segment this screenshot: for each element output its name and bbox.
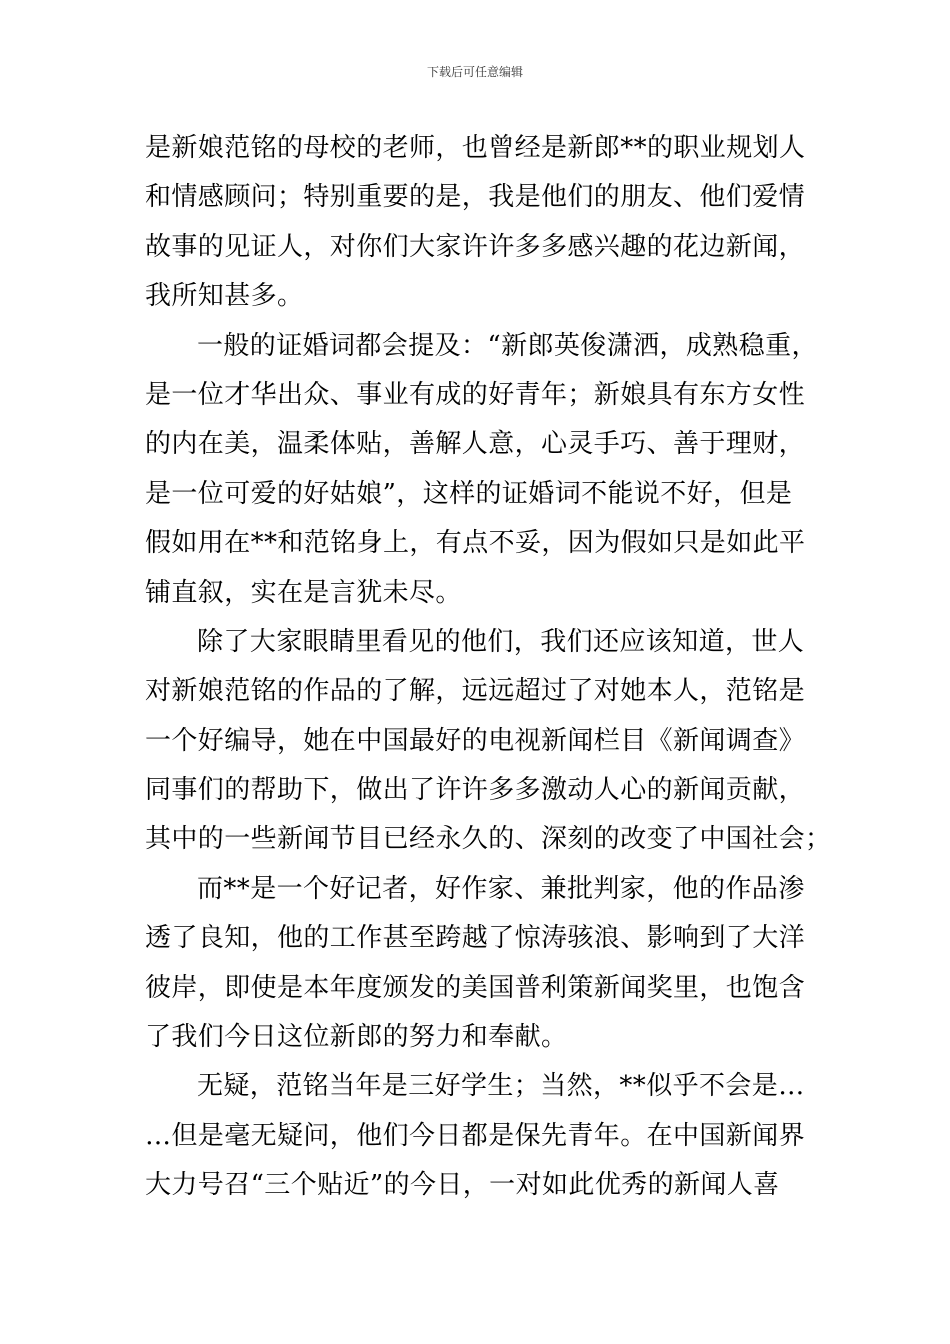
paragraph-start-line: 无疑，范铭当年是三好学生；当然，**似乎不会是… xyxy=(197,1071,805,1102)
text-line: …但是毫无疑问，他们今日都是保先青年。在中国新闻界 xyxy=(145,1120,806,1151)
paragraph-start-line: 一般的证婚词都会提及：“新郎英俊潇洒，成熟稳重， xyxy=(197,330,818,361)
text-line: 是一位才华出众、事业有成的好青年；新娘具有东方女性 xyxy=(145,379,806,410)
text-line: 的内在美，温柔体贴，善解人意，心灵手巧、善于理财， xyxy=(145,429,806,460)
page-header: 下载后可任意编辑 xyxy=(426,65,523,79)
text-line: 铺直叙，实在是言犹未尽。 xyxy=(145,577,462,608)
text-line: 一个好编导，她在中国最好的电视新闻栏目《新闻调查》 xyxy=(145,725,806,756)
text-line: 我所知甚多。 xyxy=(145,281,304,312)
text-line: 假如用在**和范铭身上，有点不妥，因为假如只是如此平 xyxy=(145,528,806,559)
text-line: 其中的一些新闻节目已经永久的、深刻的改变了中国社会； xyxy=(145,824,832,855)
text-line: 大力号召“三个贴近”的今日，一对如此优秀的新闻人喜 xyxy=(145,1170,780,1201)
text-line: 和情感顾问；特别重要的是，我是他们的朋友、他们爱情 xyxy=(145,182,806,213)
text-line: 对新娘范铭的作品的了解，远远超过了对她本人，范铭是 xyxy=(145,676,806,707)
text-line: 了我们今日这位新郎的努力和奉献。 xyxy=(145,1022,568,1053)
text-line: 彼岸，即使是本年度颁发的美国普利策新闻奖里，也饱含 xyxy=(145,972,806,1003)
text-line: 故事的见证人，对你们大家许许多多感兴趣的花边新闻， xyxy=(145,231,806,262)
document-body xyxy=(145,124,832,1211)
text-line: 同事们的帮助下，做出了许许多多激动人心的新闻贡献， xyxy=(145,775,806,806)
paragraph-start-line: 除了大家眼睛里看见的他们，我们还应该知道，世人 xyxy=(197,626,805,657)
text-line: 是一位可爱的好姑娘”，这样的证婚词不能说不好，但是 xyxy=(145,478,793,509)
paragraph-start-line: 而**是一个好记者，好作家、兼批判家，他的作品渗 xyxy=(197,873,805,904)
text-line: 是新娘范铭的母校的老师，也曾经是新郎**的职业规划人 xyxy=(145,133,806,163)
text-line: 透了良知，他的工作甚至跨越了惊涛骇浪、影响到了大洋 xyxy=(145,923,806,954)
